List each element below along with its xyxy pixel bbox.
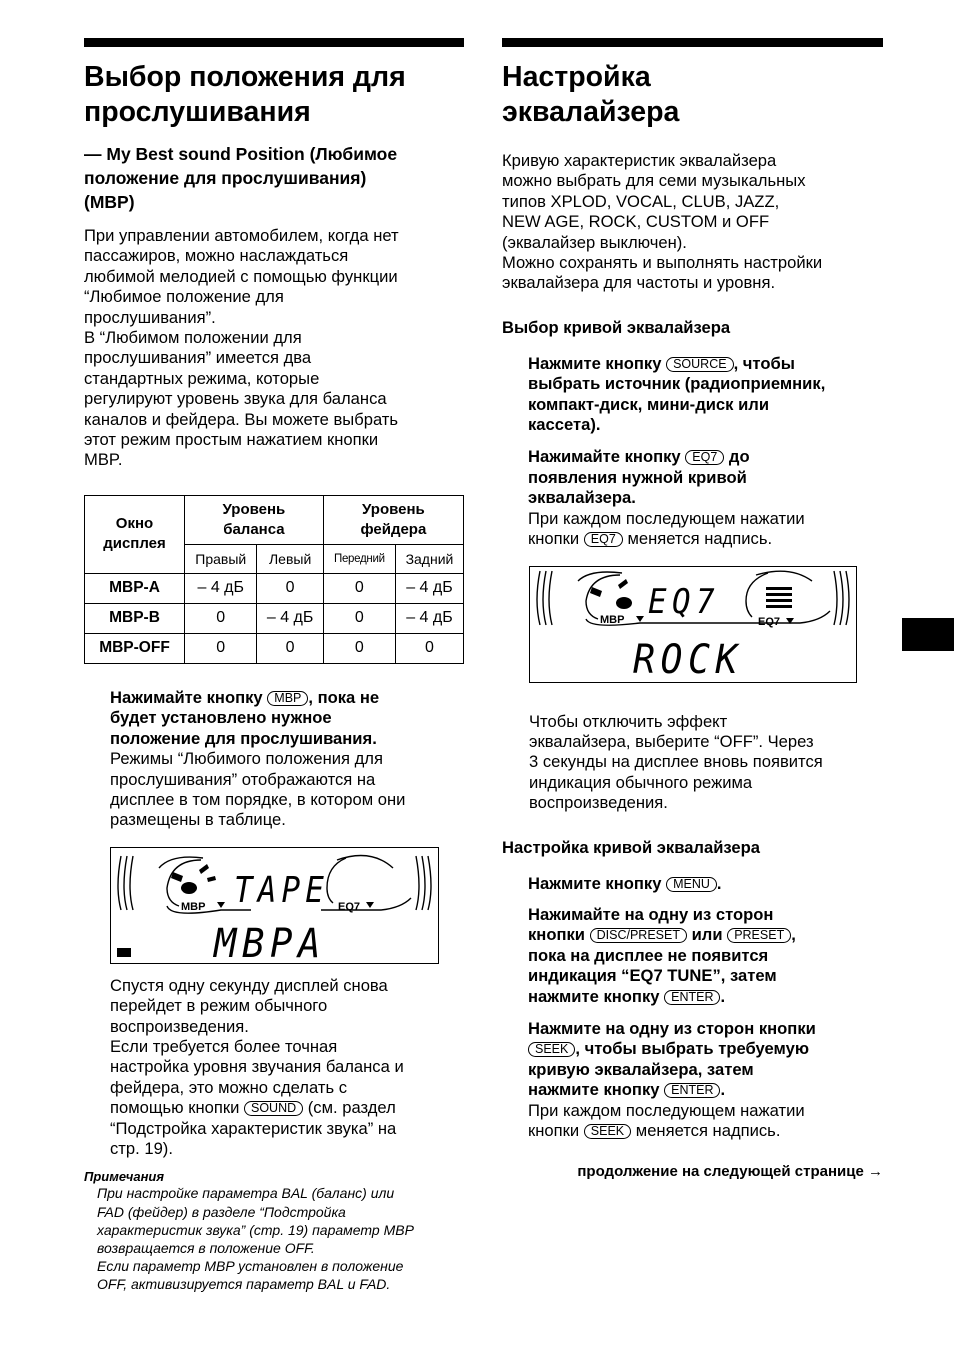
lcd-graphic [111,848,438,963]
eq-off-paragraph: Чтобы отключить эффект эквалайзера, выберите “OFF”. Через 3 секунды на дисплее вновь появится индикация обычного режима воспроизведения. [529,711,823,813]
sub-right: Правый [185,544,257,573]
sub-front: Передний [323,544,395,573]
lcd-bottom-text: ROCK [633,636,743,682]
col-balance: Уровень баланса [185,495,324,544]
enter-button[interactable]: ENTER [664,990,720,1005]
eq7-button[interactable]: EQ7 [685,450,724,465]
disc-preset-button[interactable]: DISC/PRESET [590,928,687,943]
eq-intro: Кривую характеристик эквалайзера можно выбрать для семи музыкальных типов XPLOD, VOCAL, CLUB, JAZZ, NEW AGE, ROCK, CUSTOM и OFF (эквалайзер выключен). Можно сохранять и выполнять настройки эквалайзера для частоты и уровня. [502,151,823,293]
lcd-top-text: TAPE [234,869,329,911]
after-paragraph: Спустя одну секунду дисплей снова перейдет в режим обычного воспроизведения. Если требуется более точная настройка уровня звучания баланса и фейдера, это можно сделать с помощью кнопки SOUND (см. раздел “Подстройка характеристик звука” на стр. 19). [110,975,404,1158]
menu-button[interactable]: MENU [666,877,717,892]
sub-left: Левый [257,544,323,573]
col-display: Окно дисплея [85,495,185,573]
table-row: MBP-OFF 0 0 0 0 [85,633,464,663]
mbp-table [84,495,464,664]
lcd-top-text: EQ7 [648,581,720,622]
section-title-eq: Настройка эквалайзера [502,61,680,128]
notes-title: Примечания [84,1169,165,1185]
lcd-graphic [530,567,856,682]
step-source: Нажмите кнопку SOURCE , чтобы выбрать источник (радиоприемник, компакт-диск, мини-диск или кассета). [528,353,826,435]
continued-note: продолжение на следующей странице → [577,1163,883,1181]
heading-adjust-curve: Настройка кривой эквалайзера [502,837,761,857]
right-column [502,38,883,1180]
step-seek: Нажмите на одну из сторон кнопки SEEK , чтобы выбрать требуемую кривую эквалайзера, затем нажмите кнопку ENTER . При каждом последующем нажатии кнопки SEEK меняется надпись. [528,1018,816,1140]
mbp-step: Нажимайте кнопку MBP , пока не будет установлено нужное положение для прослушивания. Режимы “Любимого положения для прослушивания” отображаются на дисплее в том порядке, в котором они размещены в таблице. [110,687,406,830]
section-rule [502,38,883,47]
table-row: MBP-A – 4 дБ 0 0 – 4 дБ [85,573,464,603]
subtitle-mbp: — My Best sound Position (Любимое положение для прослушивания) (MBP) [84,144,398,212]
col-fader: Уровень фейдера [323,495,463,544]
table-row: MBP-B 0 – 4 дБ 0 – 4 дБ [85,603,464,633]
sub-rear: Задний [395,544,463,573]
step-eq7: Нажимайте кнопку EQ7 до появления нужной кривой эквалайзера. При каждом последующем нажатии кнопки EQ7 меняется надпись. [528,447,805,549]
lcd-bottom-text: MBPA [212,920,326,963]
enter-button[interactable]: ENTER [664,1083,720,1098]
seek-button[interactable]: SEEK [528,1042,575,1057]
svg-text:EQ7: EQ7 [758,615,781,628]
heading-select-curve: Выбор кривой эквалайзера [502,317,731,337]
intro-paragraph: При управлении автомобилем, когда нет пассажиров, можно наслаждаться любимой мелодией с помощью функции “Любимое положение для прослушивания”. В “Любимом положении для прослушивания” имеется два стандартных режима, которые регулируют уровень звука для баланса каналов и фейдера. Вы можете выбрать этот режим простым нажатием кнопки MBP. [84,226,399,470]
svg-text:MBP: MBP [181,900,206,913]
mbp-button[interactable]: MBP [267,691,308,706]
left-column [84,38,464,1294]
svg-text:EQ7: EQ7 [338,900,361,913]
page-edge-tab [902,618,954,651]
lcd-display-mbp [110,847,439,964]
svg-text:MBP: MBP [600,613,625,626]
eq7-button[interactable]: EQ7 [584,532,623,547]
lcd-display-eq [529,566,857,683]
seek-button[interactable]: SEEK [584,1124,631,1139]
sound-button[interactable]: SOUND [244,1101,303,1116]
preset-button[interactable]: PRESET [727,928,791,943]
section-title-mbp: Выбор положения для прослушивания [84,61,406,128]
step-menu: Нажмите кнопку MENU . [528,873,722,893]
notes-text: При настройке параметра BAL (баланс) или FAD (фейдер) в разделе “Подстройка характеристик звука” (стр. 19) параметр MBP возвращается в положение OFF. Если параметр MBP установлен в положение OFF, активизируется параметр BAL и FAD. [97,1185,414,1293]
step-preset: Нажимайте на одну из сторон кнопки DISC/PRESET или PRESET , пока на дисплее не появится индикация “EQ7 TUNE”, затем нажмите кнопку ENTER . [528,904,796,1006]
source-button[interactable]: SOURCE [666,357,733,372]
section-rule [84,38,464,47]
